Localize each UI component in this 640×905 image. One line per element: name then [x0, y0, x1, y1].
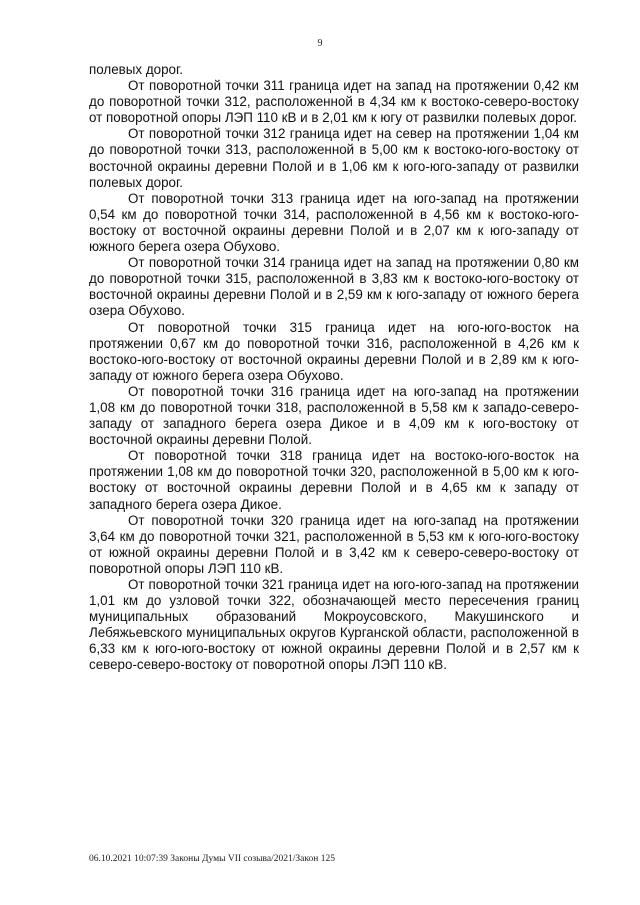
paragraph-point-320: От поворотной точки 320 граница идет на юго-запад на протяжении 3,64 км до поворотной точки 321, расположенной в 5,53 км к юго-юго-востоку от южной окраины деревни Полой и в 3,42 км к северо-северо-востоку от поворотной опоры ЛЭП 110 кВ.	[89, 512, 579, 576]
paragraph-point-315: От поворотной точки 315 граница идет на юго-юго-восток на протяжении 0,67 км до поворотной точки 316, расположенной в 4,26 км к востоко-юго-востоку от восточной окраины деревни Полой и в 2,89 км к юго-западу от южного берега озера Обухово.	[89, 319, 579, 383]
paragraph-point-312: От поворотной точки 312 граница идет на север на протяжении 1,04 км до поворотной точки 313, расположенной в 5,00 км к востоко-юго-востоку от восточной окраины деревни Полой и в 1,06 км к юго-юго-западу от развилки полевых дорог.	[89, 126, 579, 190]
document-body	[89, 62, 579, 674]
paragraph-point-314: От поворотной точки 314 граница идет на запад на протяжении 0,80 км до поворотной точки 315, расположенной в 3,83 км к востоко-юго-востоку от восточной окраины деревни Полой и в 2,59 км к юго-западу от южного берега озера Обухово.	[89, 255, 579, 319]
document-footer: 06.10.2021 10:07:39 Законы Думы VII созыва/2021/Закон 125	[89, 854, 335, 864]
paragraph-point-321: От поворотной точки 321 граница идет на юго-юго-запад на протяжении 1,01 км до узловой точки 322, обозначающей место пересечения границ муниципальных образований Мокроусовского, Макушинского и Лебяжьевского муниципальных округов Курганской области, расположенной в 6,33 км к юго-юго-востоку от южной окраины деревни Полой и в 2,57 км к северо-северо-востоку от поворотной опоры ЛЭП 110 кВ.	[89, 577, 579, 673]
paragraph-point-313: От поворотной точки 313 граница идет на юго-запад на протяжении 0,54 км до поворотной точки 314, расположенной в 4,56 км к востоко-юго-востоку от восточной окраины деревни Полой и в 2,07 км к юго-западу от южного берега озера Обухово.	[89, 190, 579, 255]
paragraph-continuation: полевых дорог.	[89, 62, 183, 77]
paragraph-point-316: От поворотной точки 316 граница идет на юго-запад на протяжении 1,08 км до поворотной точки 318, расположенной в 5,58 км к западо-северо-западу от западного берега озера Дикое и в 4,09 км к юго-востоку от восточной окраины деревни Полой.	[89, 383, 579, 448]
paragraph-point-318: От поворотной точки 318 граница идет на востоко-юго-восток на протяжении 1,08 км до поворотной точки 320, расположенной в 5,00 км к юго-востоку от восточной окраины деревни Полой и в 4,65 км к западу от западного берега озера Дикое.	[89, 448, 579, 512]
paragraph-point-311: От поворотной точки 311 граница идет на запад на протяжении 0,42 км до поворотной точки 312, расположенной в 4,34 км к востоко-северо-востоку от поворотной опоры ЛЭП 110 кВ и в 2,01 км к югу от развилки полевых дорог.	[89, 78, 579, 126]
page-number: 9	[317, 38, 323, 49]
